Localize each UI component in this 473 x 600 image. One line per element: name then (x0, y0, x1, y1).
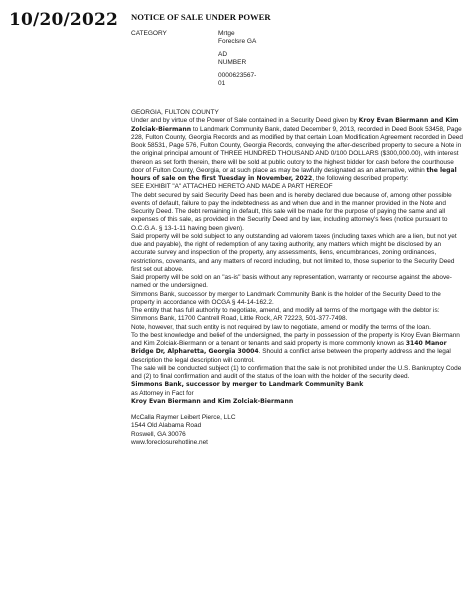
firm-name: McCalla Raymer Leibert Pierce, LLC (131, 414, 236, 421)
notice-date: 10/20/2022 (9, 10, 119, 30)
firm-city: Roswell, GA 30076 (131, 430, 186, 438)
bankruptcy-paragraph: The sale will be conducted subject (1) to confirmation that the sale is not prohibited under the U.S. Bankruptcy Code and (2) to final confirmation and audit of the status of the loan with the holder of the security deed. (131, 364, 462, 380)
exhibit-line: SEE EXHIBIT "A" ATTACHED HERETO AND MADE A PART HEREOF (131, 183, 333, 191)
firm-street: 1544 Old Alabama Road (131, 422, 202, 430)
holder-paragraph: Simmons Bank, successor by merger to Landmark Community Bank is the holder of the Security Deed to the property in accordance with OCGA § 44-14-162.2. (131, 290, 441, 306)
category-value-line: Foreclsre GA (218, 38, 257, 46)
county-line: GEORGIA, FULTON COUNTY (131, 109, 219, 116)
ad-number-label: AD (218, 50, 228, 58)
ad-number-value: 01 (218, 80, 226, 88)
firm-website[interactable]: www.foreclosurehotline.net (131, 438, 208, 446)
subject-paragraph: Said property will be sold subject to any outstanding ad valorem taxes (including taxes which are a lien, but not yet due and payable), the right of redemption of any taxing authority, any matters which might be disclosed by an accurate survey and inspection of the property, any assessments, liens, encumbrances, zoning ordinances, restrictions, covenants, and any matters of record including, but not limited to, those superior to the Security Deed first set out above. (131, 232, 457, 273)
sale-paragraph: Under and by virtue of the Power of Sale contained in a Security Deed given by Kroy Evan Biermann and Kim Zolciak-Biermann to Landmark Community Bank, dated December 9, 2013, recorded in Deed Book 53458, Page 228, Fulton County, Georgia Records and as modified by that certain Loan Modification Agreement recorded in Deed Book 58531, Page 576, Fulton County, Georgia Records, conveying the after-described property to secure a Note in the original principal amount of THREE HUNDRED THOUSAND AND 0/100 DOLLARS ($300,000.00), with interest thereon as set forth therein, there will be sold at public outcry to the highest bidder for cash before the courthouse door of Fulton County, Georgia, or at such place as may be lawfully designated as an alternative, within the legal hours of sale on the first Tuesday in November, 2022, the following described property: (131, 117, 463, 182)
debt-paragraph: The debt secured by said Security Deed has been and is hereby declared due because of, among other possible events of default, failure to pay the indebtedness as and when due and in the manner provided in the Note and Security Deed. The debt remaining in default, this sale will be made for the purpose of paying the same and all expenses of this sale, as provided in the Security Deed and by law, including attorney's fees (notice pursuant to O.C.G.A. § 13-1-11 having been given). (131, 191, 452, 232)
category-value-line: Mrtge (218, 30, 235, 37)
sale-date: the legal hours of sale on the first Tuesday in November, 2022 (131, 166, 457, 182)
possession-paragraph: To the best knowledge and belief of the undersigned, the party in possession of the property is Kroy Evan Biermann and Kim Zolciak-Biermann or a tenant or tenants and said property is more commonly known as 3140 Manor Bridge Dr, Alpharetta, Georgia 30004. Should a conflict arise between the property address and the legal description the legal description will control. (131, 331, 460, 364)
notice-body (131, 109, 465, 447)
as-is-paragraph: Said property will be sold on an "as-is" basis without any representation, warranty or recourse against the above-named or the undersigned. (131, 274, 452, 290)
category-values (218, 30, 256, 88)
property-address: 3140 Manor Bridge Dr, Alpharetta, Georgia 30004 (131, 340, 447, 356)
note-paragraph: Note, however, that such entity is not required by law to negotiate, amend or modify the terms of the loan. (131, 323, 431, 331)
principals: Kroy Evan Biermann and Kim Zolciak-Biermann (131, 397, 294, 405)
category-label: CATEGORY (131, 30, 167, 37)
ad-number-label: NUMBER (218, 59, 247, 67)
signer: Simmons Bank, successor by merger to Landmark Community Bank (131, 381, 364, 389)
grantors: Kroy Evan Biermann and Kim Zolciak-Biermann (131, 117, 459, 133)
authority-paragraph: The entity that has full authority to negotiate, amend, and modify all terms of the mortgage with the debtor is: Simmons Bank, 11700 Cantrell Road, Little Rock, AR 72223, 501-377-7498. (131, 307, 440, 323)
attorney-line: as Attorney in Fact for (131, 389, 194, 397)
ad-number-value: 0000623567- (218, 71, 257, 79)
notice-title: NOTICE OF SALE UNDER POWER (131, 12, 271, 22)
